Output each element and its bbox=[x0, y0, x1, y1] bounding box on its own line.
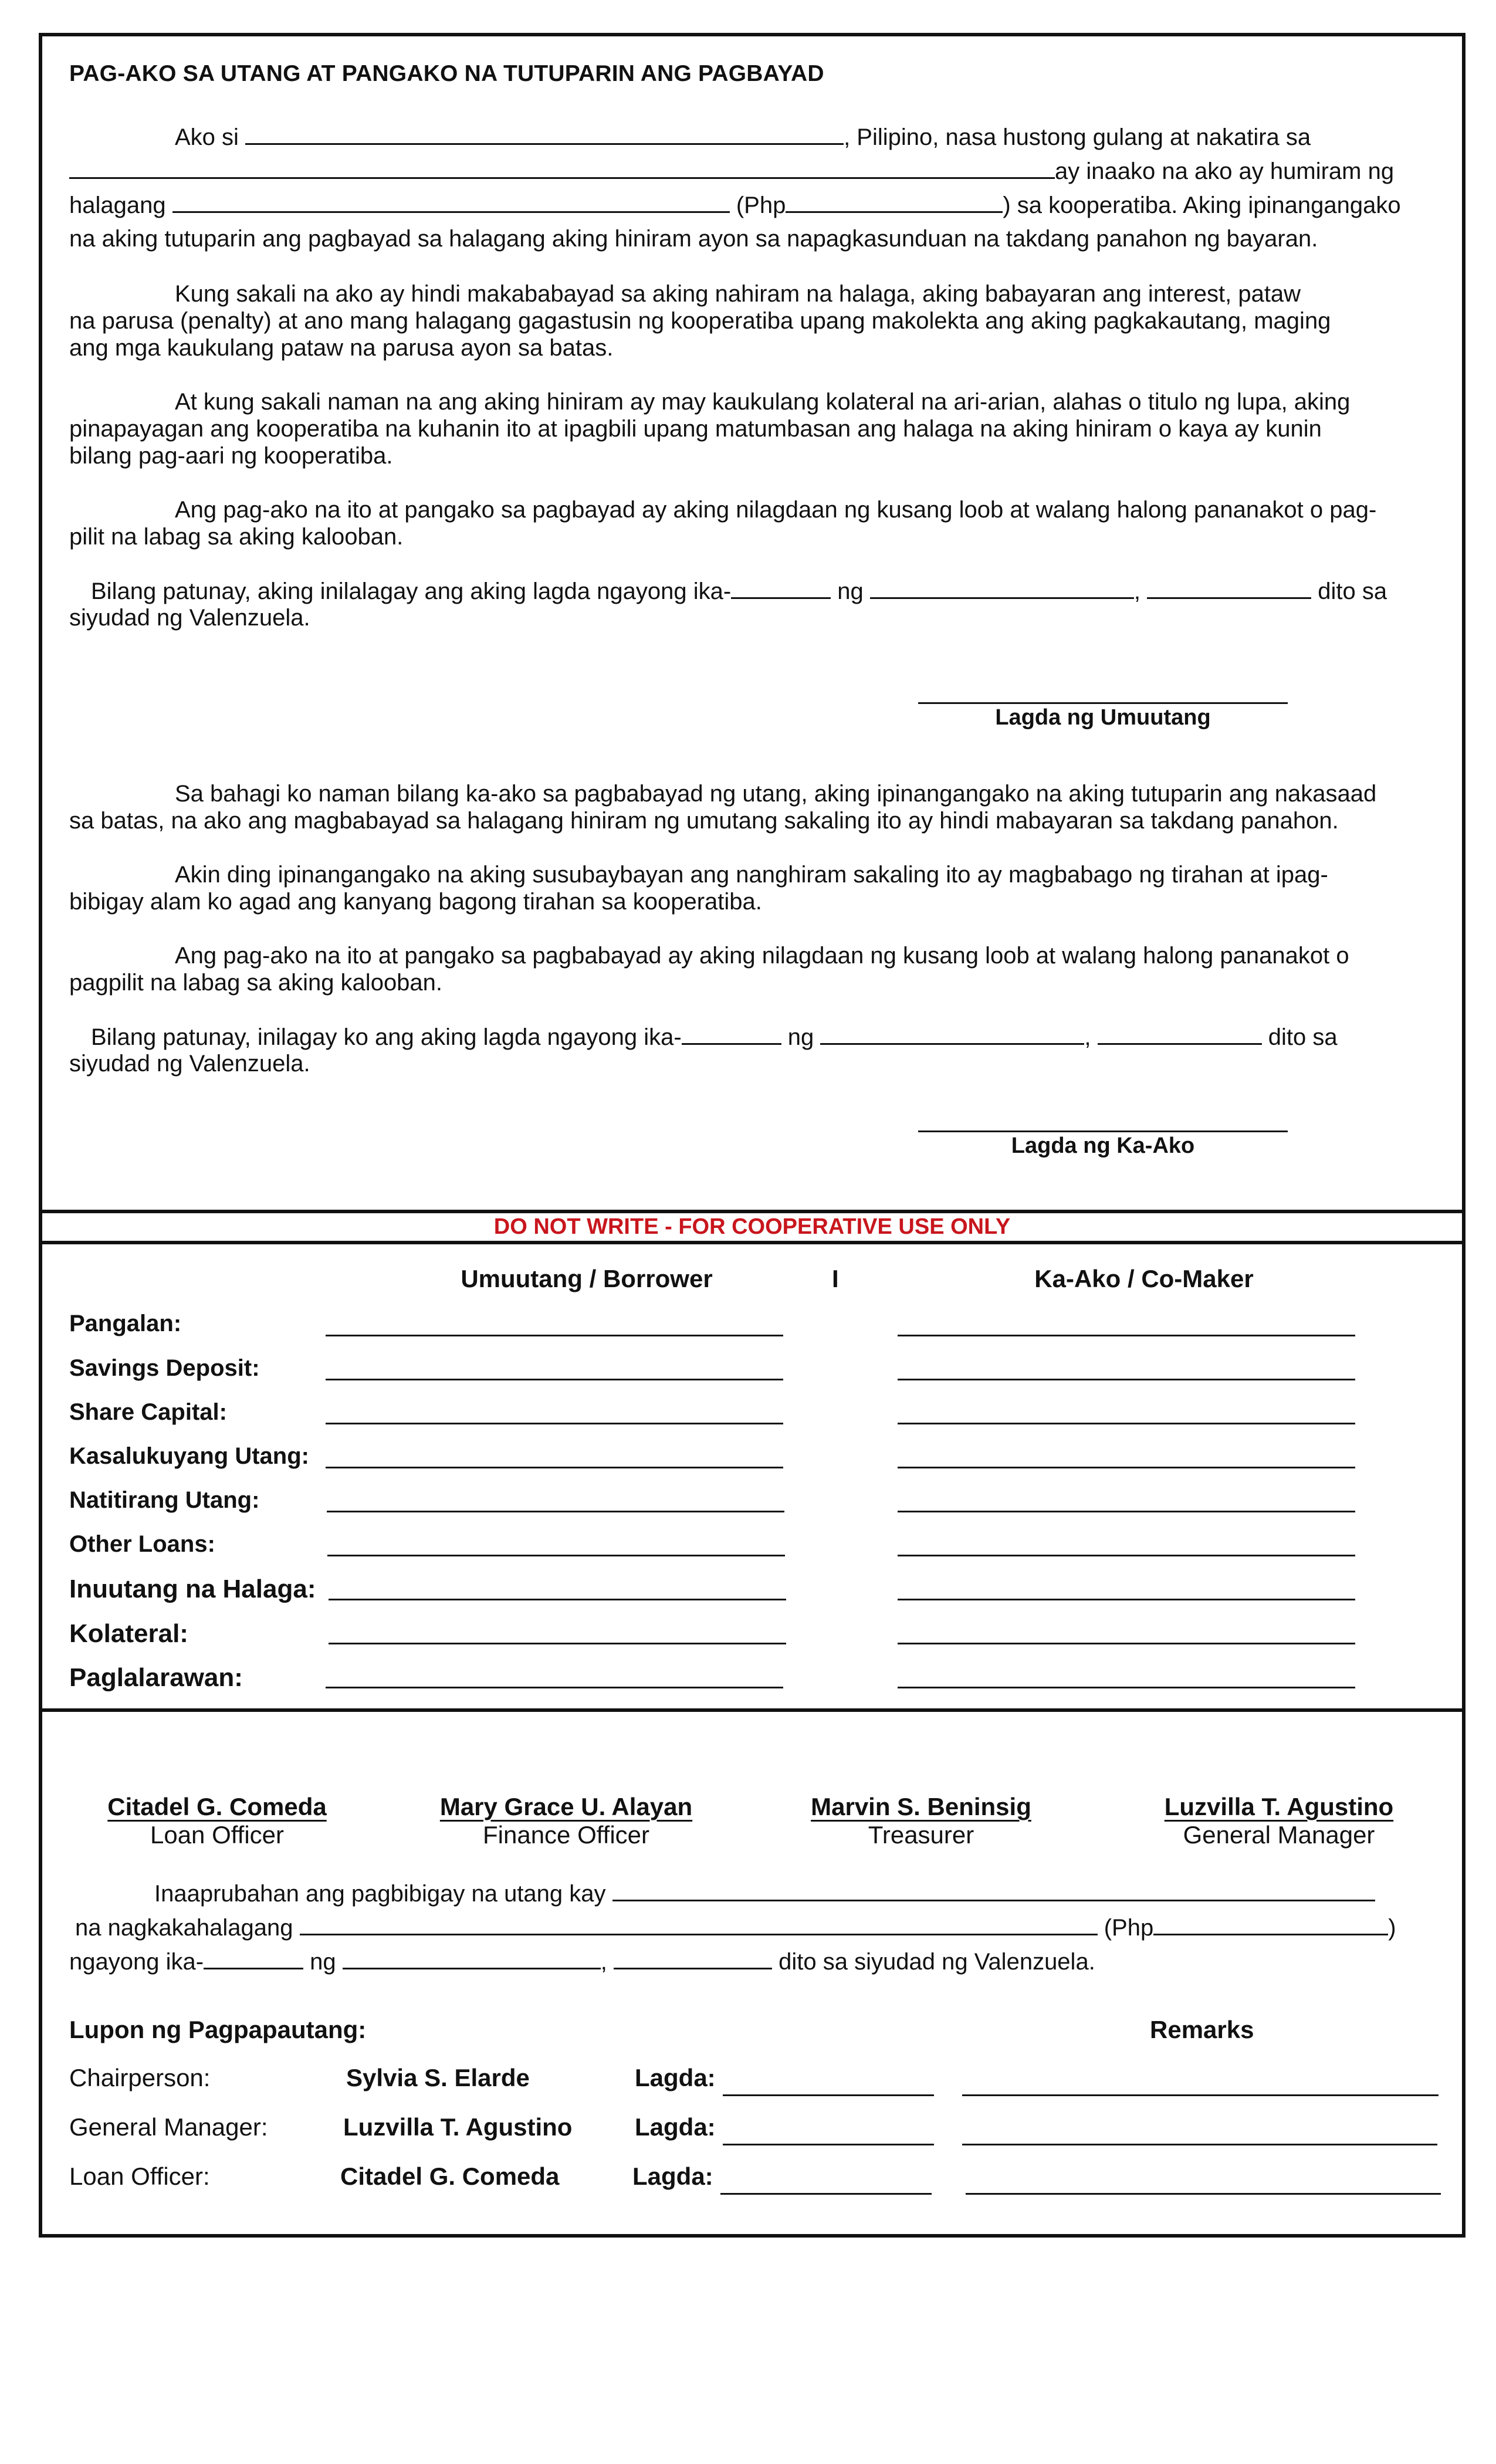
borrower-loan-amount-field[interactable] bbox=[329, 1599, 786, 1600]
para6-line-1: Akin ding ipinangangako na aking susubaybayan ang nanghiram sakaling ito ay magbabago ng tirahan at ipag- bbox=[175, 862, 1328, 888]
patunay1-pre: Bilang patunay, aking inilalagay ang aking lagda ngayong ika- bbox=[91, 578, 732, 604]
intro-pilipino: , Pilipino, nasa hustong gulang at nakatira sa bbox=[844, 124, 1311, 150]
intro-php: (Php bbox=[736, 192, 786, 218]
coop-use-banner: DO NOT WRITE - FOR COOPERATIVE USE ONLY bbox=[493, 1214, 1011, 1239]
para5-line-1: Sa bahagi ko naman bilang ka-ako sa pagbabayad ng utang, aking ipinangangako na aking tutuparin ang nakasaad bbox=[175, 781, 1377, 807]
approval-text-1: Inaaprubahan ang pagbibigay na utang kay bbox=[154, 1881, 606, 1907]
row-label-kolateral: Kolateral: bbox=[69, 1619, 188, 1648]
patunay1-year-field[interactable] bbox=[1147, 577, 1311, 599]
row-label-share-capital: Share Capital: bbox=[69, 1399, 227, 1425]
comaker-current-loan-field[interactable] bbox=[898, 1467, 1355, 1468]
para7-line-2: pagpilit na labag sa aking kalooban. bbox=[69, 970, 443, 996]
para5-line-2: sa batas, na ako ang magbabayad sa halagang hiniram ng umutang sakaling ito ay hindi mabayaran sa takdang panahon. bbox=[69, 808, 1339, 834]
row-label-paglalarawan: Paglalarawan: bbox=[69, 1663, 243, 1692]
borrower-collateral-field[interactable] bbox=[329, 1643, 786, 1644]
borrower-current-loan-field[interactable] bbox=[326, 1467, 783, 1468]
row-label-inuutang-na-halaga: Inuutang na Halaga: bbox=[69, 1575, 316, 1603]
intro-line-2 bbox=[69, 157, 1394, 185]
committee-position-general-manager: General Manager: bbox=[69, 2113, 268, 2141]
para3-line-1: At kung sakali naman na ang aking hiniram ay may kaukulang kolateral na ari-arian, alahas o titulo ng lupa, aking bbox=[175, 389, 1351, 415]
patunay2-comma: , bbox=[1084, 1024, 1091, 1050]
approval-day-field[interactable] bbox=[204, 1948, 303, 1969]
row-label-kasalukuyang-utang: Kasalukuyang Utang: bbox=[69, 1443, 309, 1469]
signatory-general-manager bbox=[1150, 1793, 1408, 1849]
intro-halagang: halagang bbox=[69, 192, 166, 218]
signatory-name: Luzvilla T. Agustino bbox=[1164, 1793, 1394, 1820]
divider-bottom bbox=[39, 1241, 1465, 1244]
approved-amount-php-field[interactable] bbox=[1153, 1914, 1388, 1935]
general-manager-remarks-field[interactable] bbox=[962, 2144, 1437, 2145]
para7-line-1: Ang pag-ako na ito at pangako sa pagbabayad ay aking nilagdaan ng kusang loob at walang halong pananakot o bbox=[175, 943, 1349, 969]
patunay2-line-2: siyudad ng Valenzuela. bbox=[69, 1051, 310, 1077]
patunay1-ng: ng bbox=[837, 578, 864, 604]
row-label-pangalan: Pangalan: bbox=[69, 1311, 182, 1336]
borrower-other-loans-field[interactable] bbox=[327, 1555, 785, 1556]
loan-officer-remarks-field[interactable] bbox=[966, 2193, 1441, 2195]
approval-year-field[interactable] bbox=[614, 1948, 772, 1969]
name-field[interactable] bbox=[245, 123, 844, 145]
signatory-role: General Manager bbox=[1183, 1821, 1375, 1849]
approval-php-close: ) bbox=[1388, 1915, 1396, 1941]
patunay2-month-field[interactable] bbox=[820, 1023, 1084, 1045]
divider-approval bbox=[39, 1708, 1465, 1712]
para3-line-2: pinapayagan ang kooperatiba na kuhanin ito at ipagbili upang matumbasan ang halaga na aking hiniram o kaya ay kunin bbox=[69, 416, 1322, 442]
patunay2-year-field[interactable] bbox=[1098, 1023, 1262, 1045]
comaker-loan-amount-field[interactable] bbox=[898, 1599, 1355, 1600]
comaker-remaining-loan-field[interactable] bbox=[898, 1511, 1355, 1512]
committee-position-chairperson: Chairperson: bbox=[69, 2064, 211, 2091]
col-header-comaker: Ka-Ako / Co-Maker bbox=[1034, 1265, 1254, 1292]
intro-ako-si: Ako si bbox=[175, 124, 239, 150]
para3-line-3: bilang pag-aari ng kooperatiba. bbox=[69, 443, 393, 469]
para6-line-2: bibigay alam ko agad ang kanyang bagong tirahan sa kooperatiba. bbox=[69, 889, 762, 915]
loan-officer-signature-field[interactable] bbox=[720, 2193, 932, 2195]
approval-line-1 bbox=[154, 1880, 1375, 1907]
intro-sa-kooperatiba: ) sa kooperatiba. Aking ipinangangako bbox=[1003, 192, 1401, 218]
signatory-treasurer bbox=[792, 1793, 1050, 1849]
amount-php-field[interactable] bbox=[786, 191, 1003, 213]
patunay1-comma: , bbox=[1133, 578, 1141, 604]
comaker-signature-label: Lagda ng Ka-Ako bbox=[1011, 1133, 1195, 1158]
committee-name-loan-officer: Citadel G. Comeda bbox=[340, 2162, 560, 2190]
borrower-signature-label: Lagda ng Umuutang bbox=[995, 705, 1211, 730]
amount-words-field[interactable] bbox=[172, 191, 730, 213]
remarks-header: Remarks bbox=[1150, 2016, 1254, 2043]
signatory-loan-officer bbox=[88, 1793, 346, 1849]
comaker-pangalan-field[interactable] bbox=[898, 1335, 1355, 1336]
patunay1-day-field[interactable] bbox=[731, 577, 831, 599]
para2-line-2: na parusa (penalty) at ano mang halagang gagastusin ng kooperatiba upang makolekta ang aking pagkakautang, maging bbox=[69, 308, 1331, 334]
signatory-role: Finance Officer bbox=[482, 1821, 649, 1849]
comaker-other-loans-field[interactable] bbox=[898, 1555, 1355, 1556]
intro-line-4: na aking tutuparin ang pagbayad sa halagang aking hiniram ayon sa napagkasunduan na takdang panahon ng bayaran. bbox=[69, 226, 1318, 252]
intro-line-1 bbox=[175, 123, 1311, 151]
patunay1-line-2: siyudad ng Valenzuela. bbox=[69, 605, 310, 631]
comaker-description-field[interactable] bbox=[898, 1687, 1355, 1688]
intro-inaako: ay inaako na ako ay humiram ng bbox=[1055, 158, 1395, 184]
approval-line-3 bbox=[69, 1948, 1095, 1975]
committee-position-loan-officer: Loan Officer: bbox=[69, 2162, 210, 2190]
committee-name-general-manager: Luzvilla T. Agustino bbox=[343, 2113, 573, 2141]
comaker-collateral-field[interactable] bbox=[898, 1643, 1355, 1644]
borrower-remaining-loan-field[interactable] bbox=[327, 1511, 784, 1512]
borrower-savings-field[interactable] bbox=[326, 1379, 783, 1380]
para4-line-1: Ang pag-ako na ito at pangako sa pagbayad ay aking nilagdaan ng kusang loob at walang halong pananakot o pag- bbox=[175, 497, 1377, 523]
signatory-name: Mary Grace U. Alayan bbox=[439, 1793, 693, 1820]
intro-line-3 bbox=[69, 191, 1401, 219]
para2-line-3: ang mga kaukulang pataw na parusa ayon sa batas. bbox=[69, 335, 614, 361]
signatory-name: Marvin S. Beninsig bbox=[811, 1793, 1031, 1820]
signatory-finance-officer bbox=[425, 1793, 707, 1849]
patunay2-ng: ng bbox=[787, 1024, 814, 1050]
patunay2-pre: Bilang patunay, inilagay ko ang aking lagda ngayong ika- bbox=[91, 1024, 682, 1050]
committee-title: Lupon ng Pagpapautang: bbox=[69, 2016, 367, 2043]
lagda-label-chairperson: Lagda: bbox=[635, 2064, 716, 2091]
para2-line-1: Kung sakali na ako ay hindi makababayad sa aking nahiram na halaga, aking babayaran ang interest, pataw bbox=[175, 281, 1301, 307]
borrower-pangalan-field[interactable] bbox=[326, 1335, 783, 1336]
signatory-role: Treasurer bbox=[868, 1821, 974, 1849]
approval-php: (Php bbox=[1104, 1915, 1154, 1941]
borrower-description-field[interactable] bbox=[326, 1687, 783, 1688]
col-header-borrower: Umuutang / Borrower bbox=[461, 1265, 713, 1292]
page-title: PAG-AKO SA UTANG AT PANGAKO NA TUTUPARIN ANG PAGBAYAD bbox=[69, 61, 824, 86]
patunay1-month-field[interactable] bbox=[870, 577, 1134, 599]
lagda-label-general-manager: Lagda: bbox=[635, 2113, 716, 2141]
approved-borrower-field[interactable] bbox=[612, 1880, 1375, 1901]
approval-comma: , bbox=[600, 1949, 607, 1975]
col-separator: I bbox=[832, 1265, 839, 1292]
approval-line-2 bbox=[75, 1914, 1396, 1941]
approved-amount-words-field[interactable] bbox=[300, 1914, 1098, 1935]
comaker-share-capital-field[interactable] bbox=[898, 1423, 1355, 1424]
row-label-savings-deposit: Savings Deposit: bbox=[69, 1355, 260, 1381]
row-label-other-loans: Other Loans: bbox=[69, 1531, 215, 1557]
para4-line-2: pilit na labag sa aking kalooban. bbox=[69, 524, 404, 550]
patunay2-dito: dito sa bbox=[1268, 1024, 1338, 1050]
approval-text-3: ngayong ika- bbox=[69, 1949, 204, 1975]
lagda-label-loan-officer: Lagda: bbox=[632, 2162, 713, 2190]
comaker-savings-field[interactable] bbox=[898, 1379, 1355, 1380]
approval-ng: ng bbox=[310, 1949, 336, 1975]
approval-dito: dito sa siyudad ng Valenzuela. bbox=[779, 1949, 1095, 1975]
approval-month-field[interactable] bbox=[343, 1948, 601, 1969]
patunay2-line-1 bbox=[91, 1023, 1338, 1051]
signatory-role: Loan Officer bbox=[150, 1821, 285, 1849]
patunay2-day-field[interactable] bbox=[682, 1023, 781, 1045]
general-manager-signature-field[interactable] bbox=[723, 2144, 934, 2145]
address-field[interactable] bbox=[69, 157, 1055, 179]
signatory-name: Citadel G. Comeda bbox=[107, 1793, 327, 1820]
patunay1-dito: dito sa bbox=[1318, 578, 1387, 604]
divider-top bbox=[39, 1210, 1465, 1213]
chairperson-signature-field[interactable] bbox=[723, 2094, 934, 2096]
committee-name-chairperson: Sylvia S. Elarde bbox=[346, 2064, 530, 2091]
patunay1-line-1 bbox=[91, 577, 1387, 605]
chairperson-remarks-field[interactable] bbox=[962, 2094, 1439, 2096]
row-label-natitirang-utang: Natitirang Utang: bbox=[69, 1487, 260, 1513]
approval-text-2: na nagkakahalagang bbox=[75, 1915, 293, 1941]
borrower-share-capital-field[interactable] bbox=[326, 1423, 783, 1424]
